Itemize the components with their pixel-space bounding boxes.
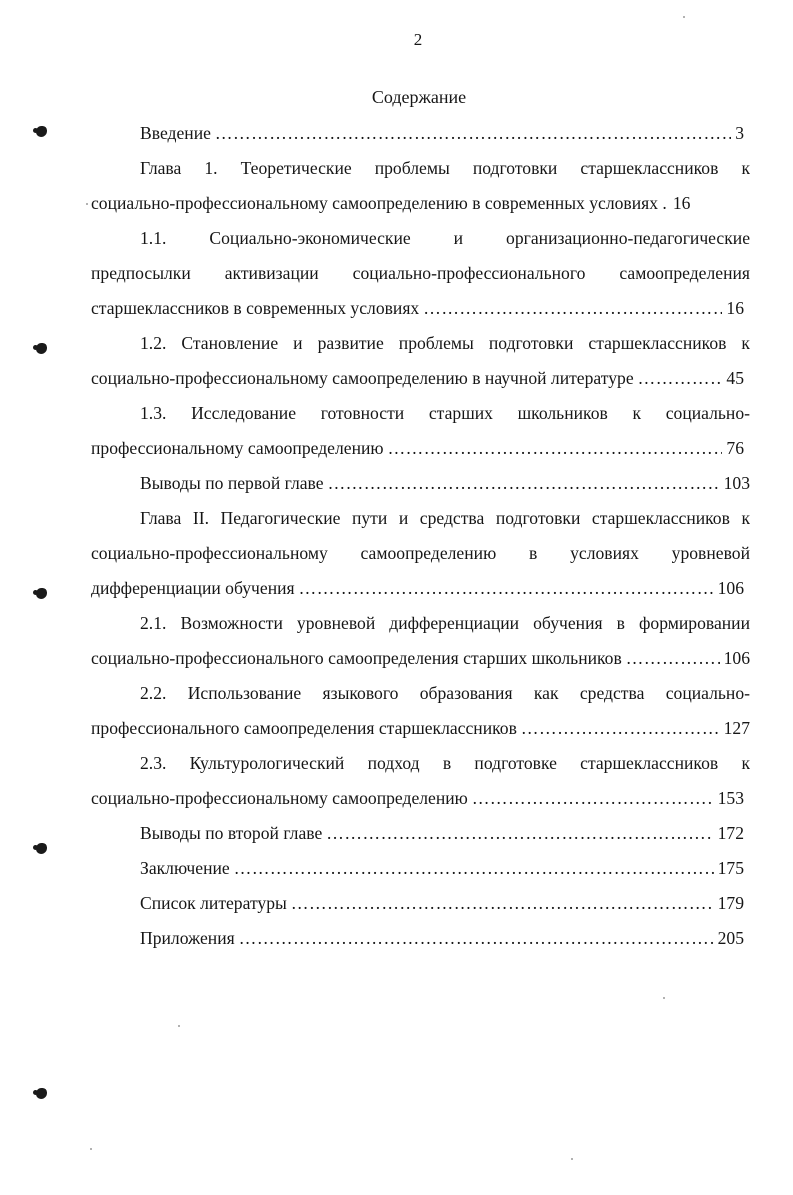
toc-entry-section-1-2 [91, 361, 750, 396]
toc-entry-appendices [91, 921, 750, 956]
scan-speck [663, 997, 665, 999]
toc-entry-text: профессионального самоопределения старшеклассников [91, 718, 517, 738]
toc-entry-section-1-2-line: 1.2. Становление и развитие проблемы подготовки старшеклассников к [140, 333, 750, 353]
table-of-contents [91, 116, 750, 956]
dot-leader [328, 466, 720, 501]
toc-entry-page: 127 [723, 718, 750, 738]
dot-leader [626, 641, 720, 676]
toc-entry-section-2-1 [91, 641, 750, 676]
toc-entry-text: Заключение [140, 858, 230, 878]
scan-speck [571, 1158, 573, 1160]
toc-entry-page: 205 [717, 928, 744, 948]
toc-entry-text: Выводы по первой главе [140, 473, 324, 493]
toc-entry-page: 106 [723, 648, 750, 668]
toc-entry-page: 153 [717, 788, 744, 808]
dot-leader [472, 781, 714, 816]
page-number: 2 [413, 30, 423, 49]
dot-leader [423, 291, 722, 326]
toc-entry-chapter-2-line: социально-профессиональному самоопределению в условиях уровневой [91, 543, 750, 563]
toc-entry-text: старшеклассников в современных условиях [91, 298, 420, 318]
toc-entry-page: 16 [672, 193, 691, 213]
toc-entry-section-1-1-line: предпосылки активизации социально-профессионального самоопределения [91, 263, 750, 283]
toc-entry-page: 106 [717, 578, 744, 598]
toc-entry-section-1-1 [91, 291, 750, 326]
dot-leader [291, 886, 714, 921]
toc-entry-page: 103 [723, 473, 750, 493]
toc-entry-conclusion [91, 851, 750, 886]
toc-entry-chapter-1-line: Глава 1. Теоретические проблемы подготовки старшеклассников к [140, 158, 750, 178]
toc-entry-section-2-2-line: 2.2. Использование языкового образования как средства социально- [140, 683, 750, 703]
toc-entry-page: 45 [726, 368, 744, 388]
scan-speck [683, 16, 685, 18]
scan-speck [90, 1148, 92, 1150]
toc-entry-text: Приложения [140, 928, 235, 948]
dot-leader [234, 851, 714, 886]
toc-entry-text: социально-профессиональному самоопределению в научной литературе [91, 368, 634, 388]
toc-entry-bibliography [91, 886, 750, 921]
toc-entry-page: 175 [717, 858, 744, 878]
toc-title: Содержание [371, 87, 467, 107]
toc-entry-text: социально-профессиональному самоопределению [91, 788, 468, 808]
toc-entry-page: 3 [735, 123, 744, 143]
dot-leader [388, 431, 723, 466]
toc-entry-intro [91, 116, 750, 151]
dot-leader [299, 571, 714, 606]
scan-speck [86, 203, 88, 205]
dot-leader [326, 816, 713, 851]
toc-entry-section-2-1-line: 2.1. Возможности уровневой дифференциации обучения в формировании [140, 613, 750, 633]
toc-entry-text: социально-профессиональному самоопределению в современных условиях . [91, 193, 667, 213]
dot-leader [239, 921, 714, 956]
punch-hole-mark [36, 843, 47, 854]
toc-entry-text: социально-профессионального самоопределения старших школьников [91, 648, 622, 668]
toc-entry-chapter-2 [91, 571, 750, 606]
scan-speck [178, 1025, 180, 1027]
toc-entry-section-1-3-line: 1.3. Исследование готовности старших школьников к социально- [140, 403, 750, 423]
toc-entry-text: Список литературы [140, 893, 287, 913]
punch-hole-mark [36, 126, 47, 137]
toc-entry-section-1-1-line: 1.1. Социально-экономические и организационно-педагогические [140, 228, 750, 248]
toc-entry-page: 172 [717, 823, 744, 843]
toc-entry-text: Введение [140, 123, 211, 143]
dot-leader [638, 361, 723, 396]
toc-entry-page: 16 [726, 298, 744, 318]
toc-entry-section-2-2 [91, 711, 750, 746]
punch-hole-mark [36, 1088, 47, 1099]
toc-entry-chapter-2-line: Глава II. Педагогические пути и средства подготовки старшеклассников к [140, 508, 750, 528]
punch-hole-mark [36, 588, 47, 599]
toc-entry-chapter-1 [91, 186, 750, 221]
dot-leader [215, 116, 731, 151]
punch-hole-mark [36, 343, 47, 354]
toc-entry-text: Выводы по второй главе [140, 823, 323, 843]
toc-entry-text: дифференциации обучения [91, 578, 295, 598]
dot-leader [521, 711, 720, 746]
toc-entry-section-2-3-line: 2.3. Культурологический подход в подготовке старшеклассников к [140, 753, 750, 773]
toc-entry-section-1-3 [91, 431, 750, 466]
toc-entry-page: 179 [717, 893, 744, 913]
toc-entry-section-2-3 [91, 781, 750, 816]
toc-entry-conclusions-1 [91, 466, 750, 501]
toc-entry-page: 76 [726, 438, 744, 458]
toc-entry-text: профессиональному самоопределению [91, 438, 384, 458]
toc-entry-conclusions-2 [91, 816, 750, 851]
